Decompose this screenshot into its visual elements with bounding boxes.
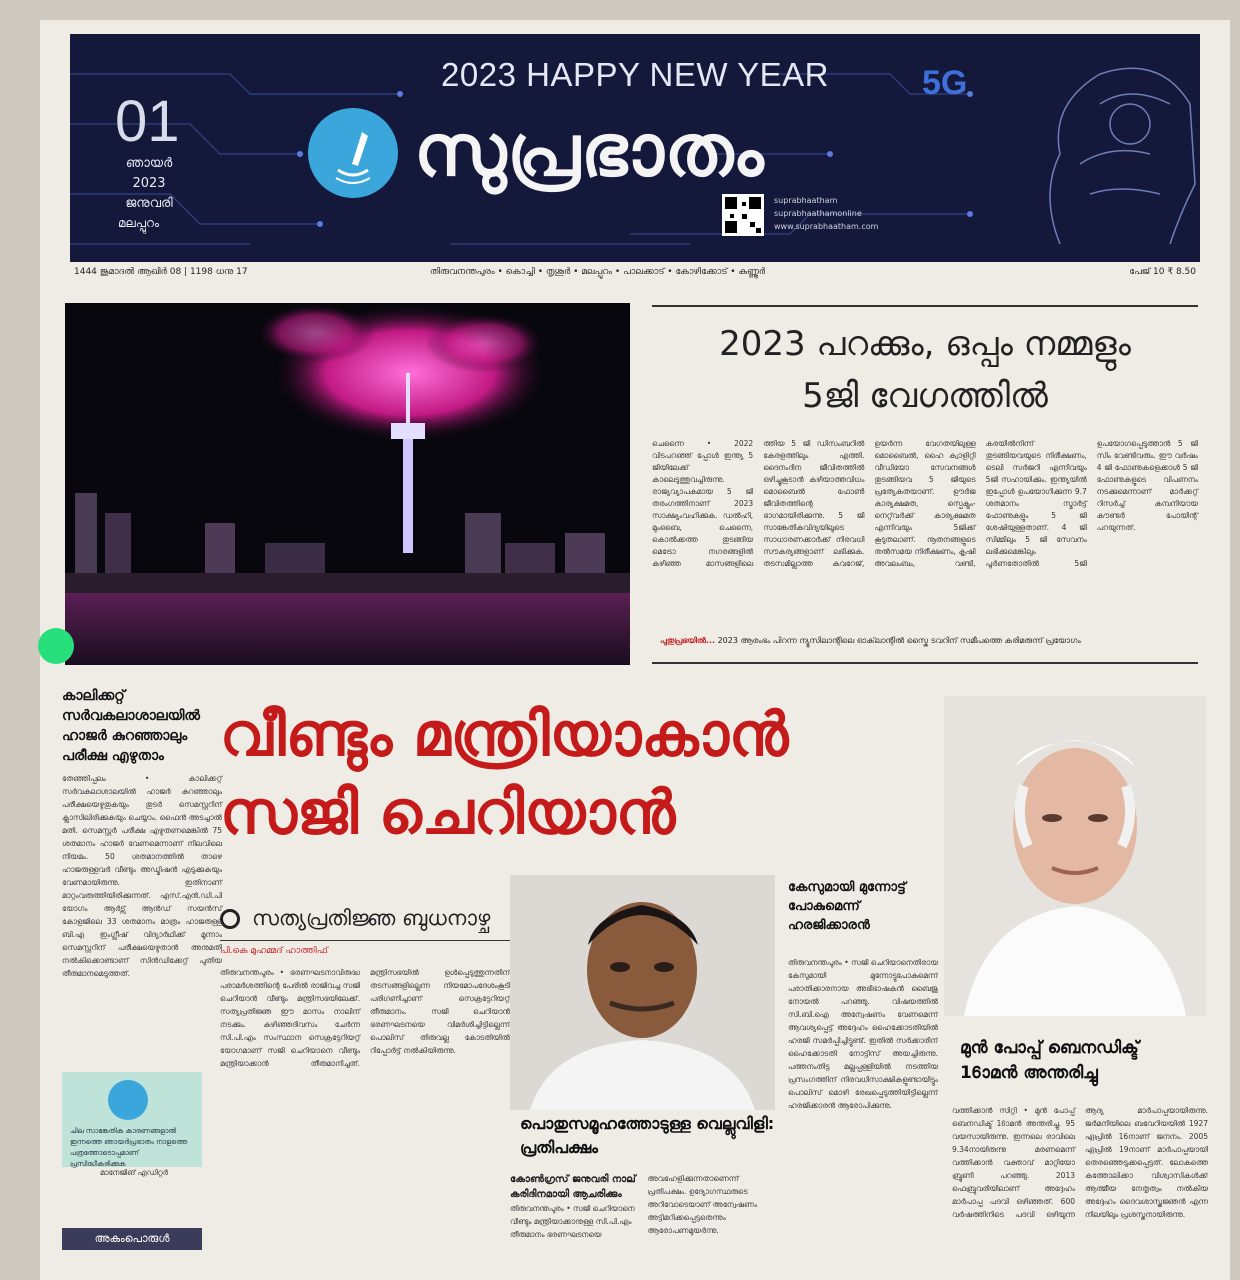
lead-headline — [652, 318, 1198, 422]
opposition-body — [510, 1172, 775, 1272]
lead-headline-line2: 5ജി വേഗത്തിൽ — [802, 376, 1048, 416]
masthead — [70, 34, 1200, 262]
new-year-banner: 2023 HAPPY NEW YEAR — [441, 56, 829, 93]
green-marker-dot — [38, 628, 74, 664]
caption-tag: പുതുപ്രഭയിൽ... — [660, 636, 716, 645]
social-links — [774, 194, 878, 233]
side-body: തേഞ്ഞിപ്പലം • കാലിക്കറ്റ് സർവകലാശാലയിൽ ഹാജർ കുറഞ്ഞാലും പരീക്ഷയെഴുതുകയും തുടർ സെമസ്റ്ററിന് ക്ലാസിലിരിക്കുകയും ചെയ്യാം. ഫൈൻ അടച്ചാൽ മതി. സെമസ്റ്റർ പരീക്ഷ എഴുതണമെങ്കിൽ 75 ശതമാനം ഹാജർ വേണമെന്നാണ് നിലവിലെ നിയമം. 50 ശതമാനത്തിൽ താഴെ ഹാജരുള്ളവർ വീണ്ടും അഡ്മിഷൻ എടുക്കുകയും വേണമായിരുന്നു. ഇതിനാണ് മാറ്റംവരുത്തിയിരിക്കുന്നത്. എസ്.എൻ.ഡി.പി യോഗം ആർട്സ് ആൻഡ് സയൻസ് കോളജിലെ 33 ശതമാനം മാത്രം ഹാജരുള്ള ബി.എ ഇംഗ്ലീഷ് വിദ്യാർഥിക്ക് മൂന്നാം സെമസ്റ്ററിന് പരീക്ഷയെഴുതാൻ അനുമതി നൽകിക്കൊണ്ടാണ് സിൻഡിക്കേറ്റ് പുതിയ തീരുമാനമെടുത്തത്. — [62, 774, 222, 978]
newspaper-title: സുപ്രഭാതം — [414, 108, 765, 192]
subhead-text: സത്യപ്രതിജ്ഞ ബുധനാഴ്ച — [252, 906, 491, 930]
newspaper-page — [40, 20, 1230, 1280]
edition-strip — [70, 262, 1200, 282]
instagram-link[interactable]: suprabhaathamonline — [774, 209, 862, 218]
notice-signature: മാനേജിങ് എഡിറ്റർ — [100, 1168, 168, 1177]
case-headline: കേസുമായി മുന്നോട്ട് പോകുമെന്ന് ഹരജിക്കാരൻ — [788, 880, 906, 933]
minister-portrait — [510, 875, 775, 1110]
robot-head-graphic-icon — [1000, 44, 1200, 262]
website-link[interactable]: www.suprabhaatham.com — [774, 222, 879, 231]
facebook-link[interactable]: suprabhaatham — [774, 196, 838, 205]
hijri-date: 1444 ജുമാദൽ ആഖിർ 08 | 1198 ധനു 17 — [74, 267, 248, 277]
date-block — [108, 154, 190, 214]
section-rule — [652, 305, 1198, 307]
main-headline — [220, 696, 940, 852]
byline-rule — [220, 940, 510, 941]
opposition-text: തിരുവനന്തപുരം • സജി ചെറിയാനെ വീണ്ടും മന്ത്രിയാക്കാനുള്ള സി.പി.എം തീരുമാനം ഭരണഘടനയെ അവഹേളിക്കുന്നതാണെന്ന് പ്രതിപക്ഷം. ഉദ്യോഗസ്ഥരുടെ അറിവോടെയാണ് അന്വേഷണം അട്ടിമറിക്കപ്പെട്ടതെന്നും ആരോപണമുയർന്നു. — [510, 1174, 758, 1239]
notice-text: ചില സാങ്കേതിക കാരണങ്ങളാൽ ഇന്നത്തെ ഞായർപ്രഭാതം നാളത്തെ പത്രത്തോടൊപ്പമാണ് പ്രസിദ്ധീകരിക്കുക — [70, 1127, 188, 1168]
main-subhead — [220, 906, 490, 931]
photo-caption — [660, 636, 1200, 646]
fireworks-photo — [65, 303, 630, 665]
lead-headline-line1: 2023 പറക്കും, ഒപ്പം നമ്മളും — [719, 324, 1131, 364]
case-body: തിരുവനന്തപുരം • സജി ചെറിയാനെതിരായ കേസുമായി മുന്നോട്ടുപോകുമെന്ന് പരാതിക്കാരനായ അഭിഭാഷകൻ ബൈജു നോയൽ പറഞ്ഞു. വിഷയത്തിൽ സി.ബി.ഐ അന്വേഷണം വേണമെന്ന് ആവശ്യപ്പെട്ട് അദ്ദേഹം ഹൈക്കോടതിയിൽ ഹരജി സമർപ്പിച്ചിട്ടുണ്ട്. ഇതിൽ സർക്കാരിന് ഹൈക്കോടതി നോട്ടിസ് അയച്ചിരുന്നു. പത്തനംതിട്ട മല്ലപ്പള്ളിയിൽ നടത്തിയ പ്രസംഗത്തിന് നിരവധിസാക്ഷികളുണ്ടായിട്ടും പൊലിസ് മൊഴി രേഖപ്പെടുത്തിയിട്ടില്ലെന്ന് ഹരജിക്കാരൻ ആരോപിക്കുന്നു. — [788, 958, 938, 1110]
suprabhaatham-logo-icon — [308, 108, 398, 198]
qr-code-icon[interactable] — [722, 194, 764, 236]
byline: പി.കെ മുഹമ്മദ് ഹാത്തിഫ് — [220, 946, 328, 956]
side-headline: കാലിക്കറ്റ് സർവകലാശാലയിൽ ഹാജർ കുറഞ്ഞാലും പരീക്ഷ എഴുതാം — [62, 688, 201, 764]
weekday: ഞായർ — [125, 156, 173, 171]
pope-headline: മുൻ പോപ്പ് ബെനഡിക്ട് 16ാമൻ അന്തരിച്ചു — [960, 1038, 1139, 1083]
bullet-icon — [220, 909, 240, 929]
caption-text: 2023 ആരംഭം പിറന്ന ന്യൂസിലാന്റിലെ ഓക്‌ലാന്റിൽ സ്കൈ ടവറിന് സമീപത്തെ കരിമരുന്ന് പ്രയോഗം — [717, 636, 1081, 645]
five-g-badge: 5G — [922, 64, 968, 102]
notice-box — [62, 1072, 202, 1167]
lead-body: ചെന്നൈ • 2022 വിടപറഞ്ഞ് പ്പോൾ ഇന്ത്യ 5 ജിയിലേക്ക് കാലെടുത്തുവച്ചിരുന്നു. രാജ്യവ്യാപകമായ 5 ജി തരംഗത്തിനാണ് 2023 സാക്ഷ്യംവഹിക്കുക. ഡൽഹി, മുംബൈ, ചെന്നൈ, കൊൽക്കത്ത തുടങ്ങിയ മെട്രോ നഗരങ്ങളിൽ കഴിഞ്ഞ മാസങ്ങളിലെ ത്തിയ 5 ജി ഡിസംബറിൽ കേരളത്തിലും എത്തി. ദൈനംദിന ജീവിതത്തിൽ ഒഴിച്ചുകൂടാൻ കഴിയാത്തവിധം മൊബൈൽ ഫോൺ ജീവിതത്തിന്റെ ഭാഗമായിരിക്കുന്നു. 5 ജി സാങ്കേതികവിദ്യയിലൂടെ സാധാരണക്കാർക്ക് നിരവധി സൗകര്യങ്ങളാണ് ലഭിക്കുക. തടസമില്ലാത്ത കവറേജ്, ഉയർന്ന വേഗതയിലുള്ള മൊബൈൽ, ഹൈ ക്വാളിറ്റി വീഡിയോ സേവനങ്ങൾ തുടങ്ങിയവ 5 ജിയുടെ പ്രത്യേകതയാണ്. ഊർജ കാര്യക്ഷമത, സ്പെക്ട്രം-നെറ്റ്‌വർക്ക് കാര്യക്ഷമത എന്നിവയും 5ജിക്ക് കൂടുതലാണ്. നൂതനങ്ങളുടെ തൽസമയ നിരീക്ഷണം, കൃഷി അവലംബം, വണ്ടി, കരയിൽനിന്ന് തുടങ്ങിയവയുടെ നിരീക്ഷണം, ടെലി സർജറി എന്നിവയും 5ജി സഹായിക്കും. ഇന്ത്യയിൽ ഇപ്പോൾ ഉപയോഗിക്കുന്ന 9.7 ശതമാനം സ്മാർട്ട് ഫോണുകളും 5 ജി ശേഷിയുള്ളതാണ്. 4 ജി സിമ്മിലും 5 ജി സേവനം ലഭിക്കുമെങ്കിലും പൂർണതോതിൽ 5ജി ഉപയോഗപ്പെടുത്താൻ 5 ജി സിം വേണ്ടിവരും. ഈ വർഷം 4 ജി ഫോണുകളെക്കാൾ 5 ജി ഫോണുകളുടെ വിപണനം നടക്കുമെന്നാണ് മാർക്കറ്റ് റിസർച്ച് കമ്പനിയായ കൗണ്ടർ പോയിന്റ് പറയുന്നത്. — [652, 439, 1198, 568]
main-body: തിരുവനന്തപുരം • ഭരണഘടനാവിരുദ്ധ പരാമർശത്തിന്റെ പേരിൽ രാജിവച്ച സജി ചെറിയാൻ വീണ്ടും മന്ത്രിസഭയിലേക്ക്. സത്യപ്രതിജ്ഞ ഈ മാസം നാലിന് നടക്കും. കഴിഞ്ഞദിവസം ചേർന്ന സി.പി.എം സംസ്ഥാന സെക്രട്ടേറിയറ്റ് യോഗമാണ് സജി ചെറിയാനെ വീണ്ടും മന്ത്രിയാക്കാൻ തീരുമാനിച്ചത്. മന്ത്രിസഭയിൽ ഉൾപ്പെടുത്തുന്നതിന് തടസങ്ങളില്ലെന്ന നിയമോപദേശംകൂടി പരിഗണിച്ചാണ് സെക്രട്ടേറിയറ്റ് തീരുമാനം. സജി ചെറിയാൻ ഭരണഘടനയെ വിമർശിച്ചിട്ടില്ലെന്ന് പൊലിസ് തിരുവല്ല കോടതിയിൽ റിപ്പോർട്ട് നൽകിയിരുന്നു. — [220, 968, 510, 1068]
edition-place: മലപ്പുറം — [118, 216, 160, 230]
editorial-label: അകംപൊരുൾ — [62, 1228, 202, 1250]
caption-rule — [652, 662, 1198, 664]
side-story — [62, 686, 222, 980]
pope-photo — [944, 696, 1206, 1016]
main-headline-line1: വീണ്ടും മന്ത്രിയാകാൻ — [220, 700, 789, 770]
pope-body: വത്തിക്കാൻ സിറ്റി • മുൻ പോപ്പ് ബെനഡിക്ട് 16ാമൻ അന്തരിച്ചു. 95 വയസായിരുന്നു. ഇന്നലെ രാവിലെ 9.34നായിരുന്നു മരണമെന്ന് വത്തിക്കാൻ വക്താവ് മാറ്റിയോ ബ്രൂണി പറഞ്ഞു. 2013 ഫെബ്രുവരിയിലാണ് അദ്ദേഹം മാർപാപ്പ പദവി ഒഴിഞ്ഞത്. 600 വർഷത്തിനിടെ പദവി ഒഴിയുന്ന ആദ്യ മാർപാപ്പയായിരുന്നു. ജർമനിയിലെ ബവേറിയയിൽ 1927 ഏപ്രിൽ 16നാണ് ജനനം. 2005 ഏപ്രിൽ 19നാണ് മാർപാപ്പയായി തെരഞ്ഞെടുക്കപ്പെട്ടത്. ലോകത്തെ കത്തോലിക്കാ വിശ്വാസികൾക്ക് ആത്മീയ നേതൃത്വം നൽകിയ അദ്ദേഹം ദൈവശാസ്ത്രജ്ഞൻ എന്ന നിലയിലും പ്രശസ്തനായിരുന്നു. — [952, 1106, 1208, 1219]
date-day-number: 01 — [115, 89, 180, 154]
suprabhaatham-small-logo-icon — [108, 1080, 148, 1120]
edition-list: തിരുവനന്തപുരം • കൊച്ചി • തൃശൂർ • മലപ്പുറം • പാലക്കാട് • കോഴിക്കോട് • കണ്ണൂർ — [430, 267, 766, 277]
price-info: പേജ് 10 ₹ 8.50 — [1129, 267, 1196, 277]
main-headline-line2: സജി ചെറിയാൻ — [220, 778, 676, 848]
month-year: 2023 ജനുവരി — [125, 176, 173, 211]
opposition-headline: പൊതുസമൂഹത്തോടുള്ള വെല്ലുവിളി: പ്രതിപക്ഷം — [510, 1112, 775, 1164]
opposition-lead: കോൺഗ്രസ് ജനുവരി നാല് കരിദിനമായി ആചരിക്കും — [510, 1174, 636, 1200]
